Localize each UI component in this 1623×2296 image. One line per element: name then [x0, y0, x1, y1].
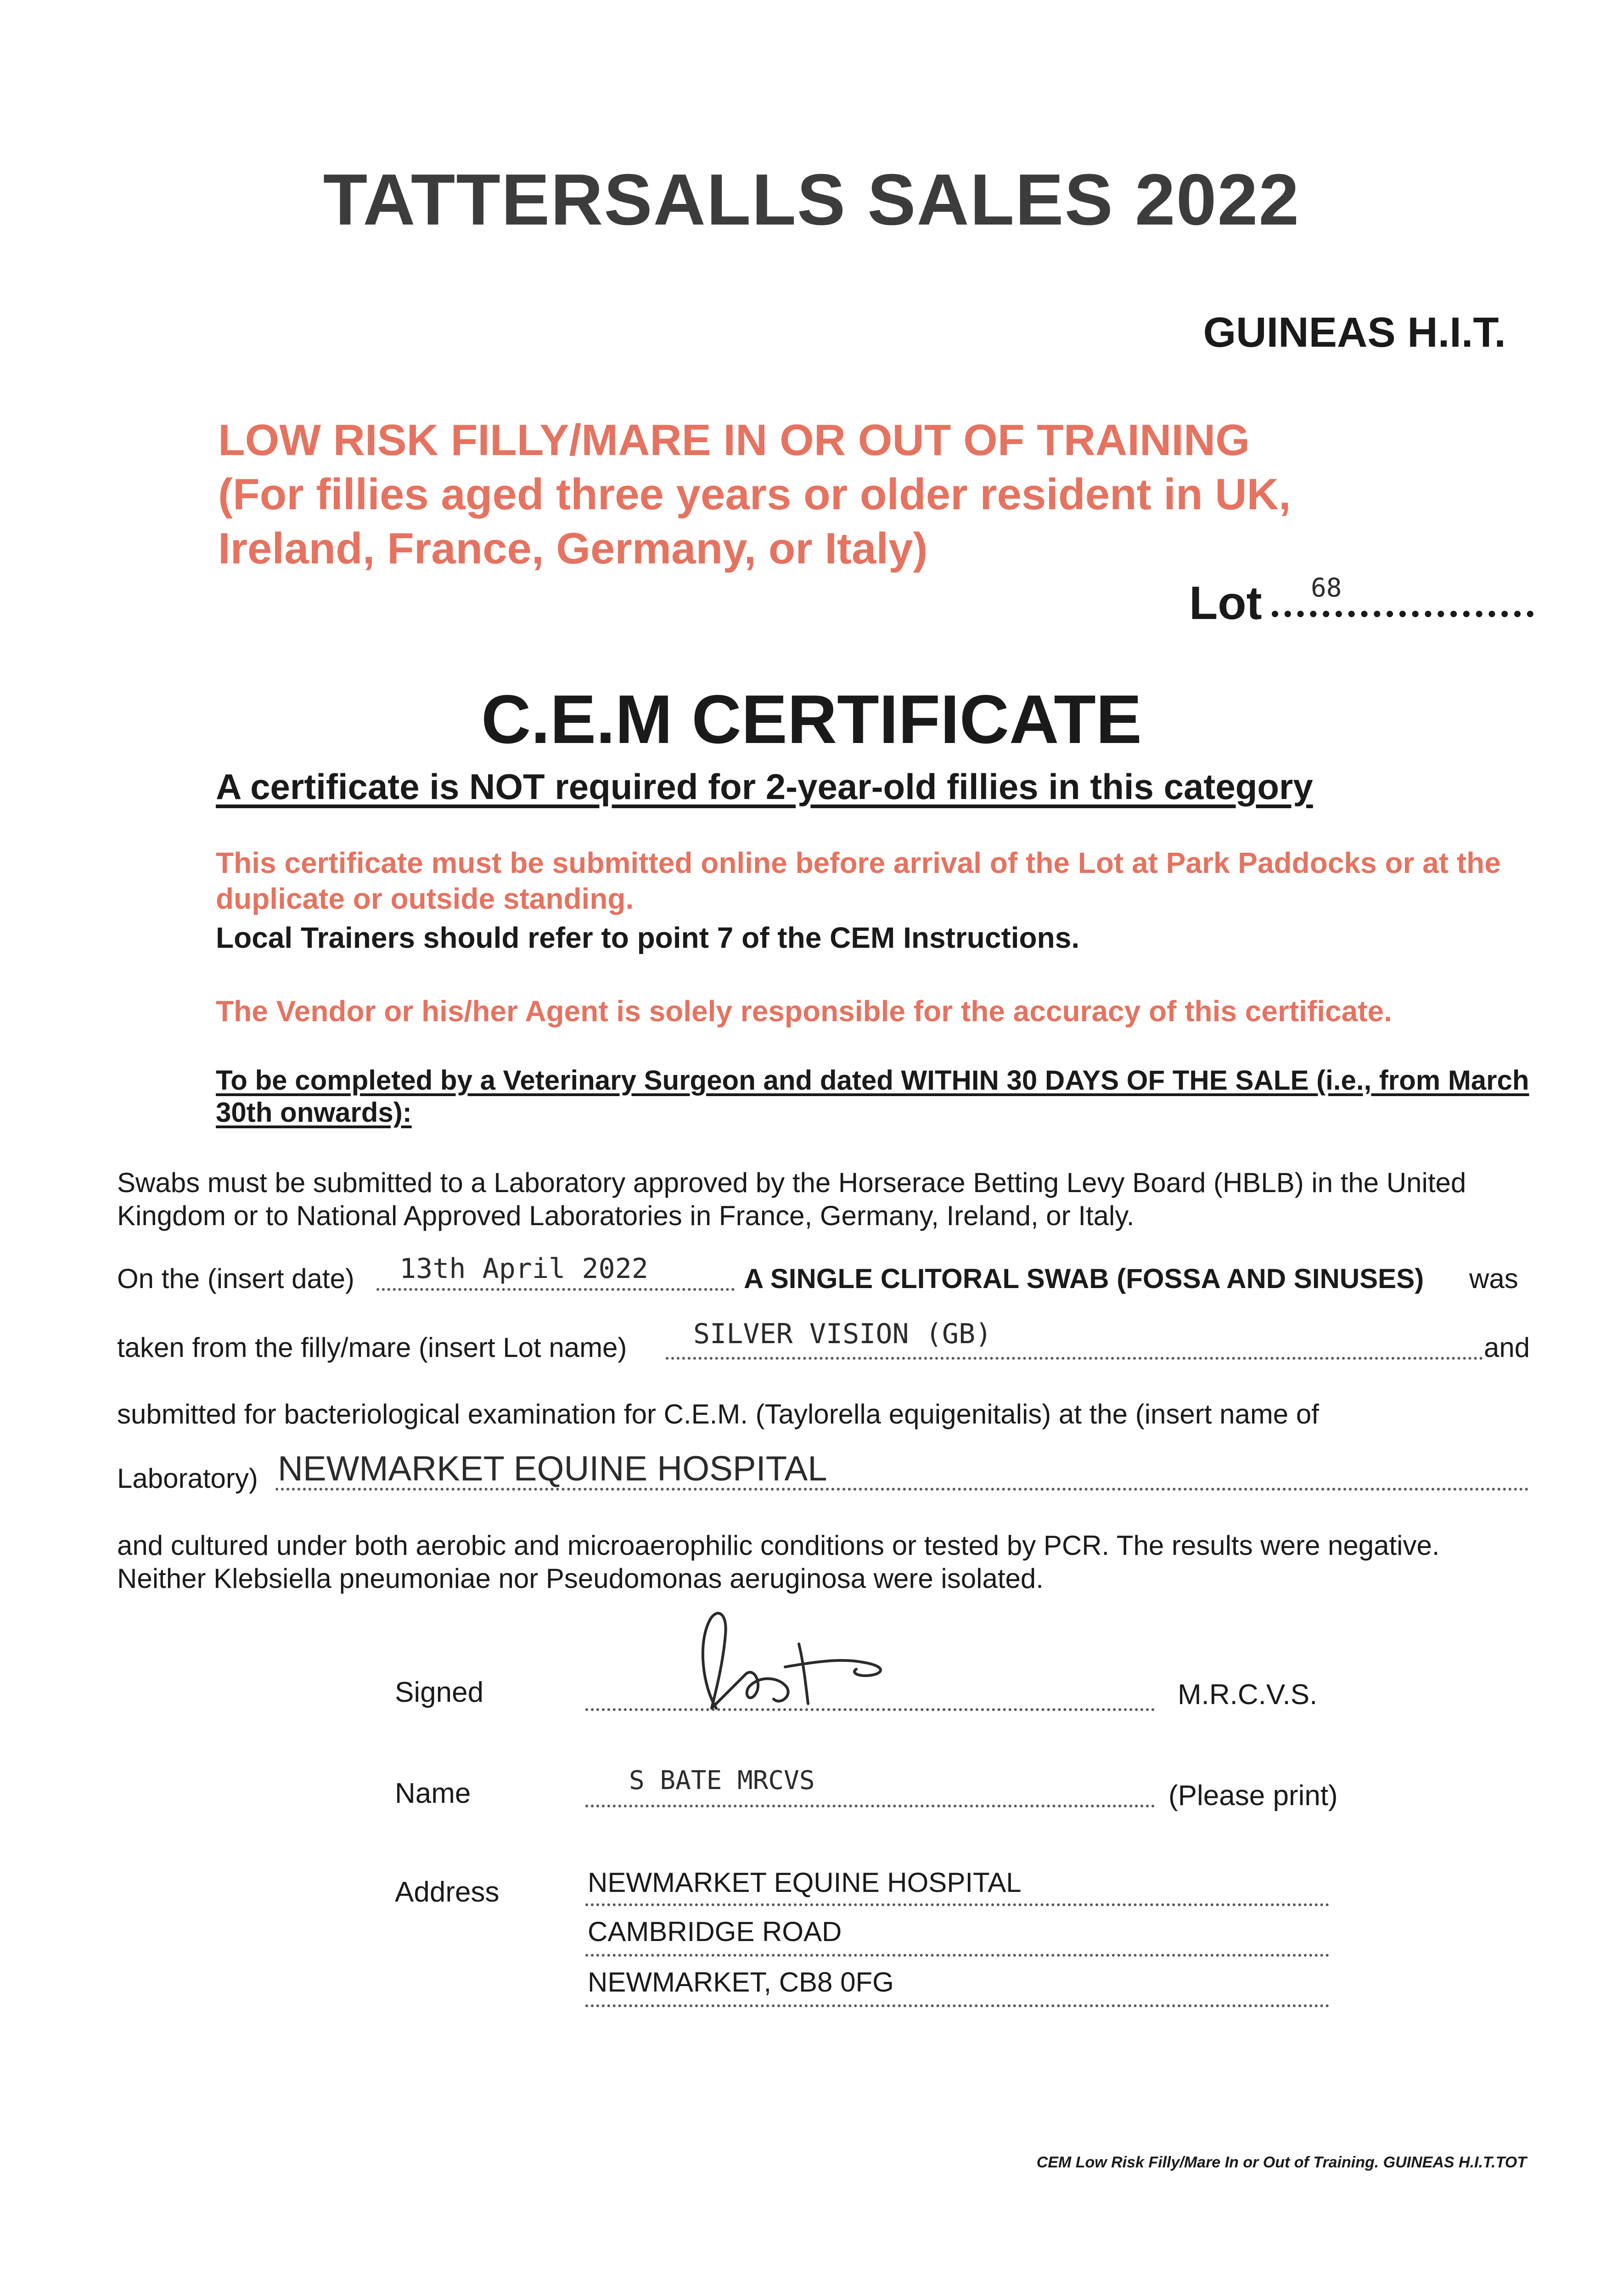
vendor-responsibility-notice: The Vendor or his/her Agent is solely responsible for the accuracy of this certificate.	[216, 995, 1392, 1028]
address-line-2[interactable]: CAMBRIDGE ROAD	[588, 1916, 842, 1947]
mrcvs-suffix: M.R.C.V.S.	[1178, 1679, 1318, 1711]
not-required-notice: A certificate is NOT required for 2-year-old fillies in this category	[216, 766, 1313, 807]
address-field-line	[585, 1954, 1329, 1957]
swab-date-field[interactable]: 13th April 2022	[399, 1253, 648, 1285]
results-paragraph: and cultured under both aerobic and microaerophilic conditions or tested by PCR. The results were negative. Neither Klebsiella pneumoniae nor Pseudomonas aeruginosa were isolated.	[117, 1530, 1440, 1594]
category-heading	[218, 413, 1291, 576]
sale-name: GUINEAS H.I.T.	[1203, 309, 1506, 356]
lot-number: 68	[1311, 573, 1342, 603]
swab-type: A SINGLE CLITORAL SWAB (FOSSA AND SINUSES)	[744, 1263, 1424, 1294]
lot-name-field-line	[666, 1357, 1483, 1360]
name-field-line	[585, 1805, 1155, 1807]
submitted-text: submitted for bacteriological examination for C.E.M. (Taylorella equigenitalis) at the (insert name of	[117, 1399, 1319, 1429]
laboratory-field[interactable]: NEWMARKET EQUINE HOSPITAL	[278, 1449, 827, 1488]
and-text: and	[1484, 1332, 1530, 1363]
lot-name-prefix: taken from the filly/mare (insert Lot name)	[117, 1332, 627, 1363]
address-field-line	[585, 1903, 1329, 1906]
address-line-3[interactable]: NEWMARKET, CB8 0FG	[588, 1967, 894, 1998]
certificate-title: C.E.M CERTIFICATE	[481, 681, 1142, 758]
please-print-hint: (Please print)	[1168, 1780, 1338, 1812]
name-field[interactable]: S BATE MRCVS	[629, 1766, 815, 1795]
swabs-paragraph: Swabs must be submitted to a Laboratory approved by the Horserace Betting Levy Board (HBLB) in the United Kingdom or to National Approved Laboratories in France, Germany, Ireland, or Italy.	[117, 1167, 1466, 1231]
document-title: TATTERSALLS SALES 2022	[323, 159, 1300, 240]
local-trainers-notice: Local Trainers should refer to point 7 of the CEM Instructions.	[216, 921, 1080, 954]
name-label: Name	[395, 1778, 471, 1809]
address-line-1[interactable]: NEWMARKET EQUINE HOSPITAL	[588, 1867, 1022, 1898]
date-prefix: On the (insert date)	[117, 1263, 354, 1294]
category-line: LOW RISK FILLY/MARE IN OR OUT OF TRAINING	[218, 416, 1250, 465]
lot-label: Lot	[1189, 577, 1262, 629]
footer-reference: CEM Low Risk Filly/Mare In or Out of Training. GUINEAS H.I.T.TOT	[1036, 2154, 1527, 2171]
date-field-line	[376, 1288, 735, 1291]
signature-mark	[647, 1593, 960, 1731]
laboratory-prefix: Laboratory)	[117, 1463, 258, 1494]
lot-field-line	[1272, 611, 1533, 617]
completion-instructions: To be completed by a Veterinary Surgeon and dated WITHIN 30 DAYS OF THE SALE (i.e., from March 30th onwards):	[216, 1065, 1529, 1128]
category-line: (For fillies aged three years or older resident in UK,	[218, 470, 1291, 519]
address-label: Address	[395, 1876, 500, 1908]
signed-label: Signed	[395, 1677, 484, 1708]
online-submission-notice: This certificate must be submitted online before arrival of the Lot at Park Paddocks or at the duplicate or outside standing.	[216, 846, 1501, 915]
was-text: was	[1469, 1263, 1518, 1294]
category-line: Ireland, France, Germany, or Italy)	[218, 524, 928, 573]
lot-name-field[interactable]: SILVER VISION (GB)	[693, 1318, 992, 1350]
address-field-line	[585, 2004, 1329, 2007]
